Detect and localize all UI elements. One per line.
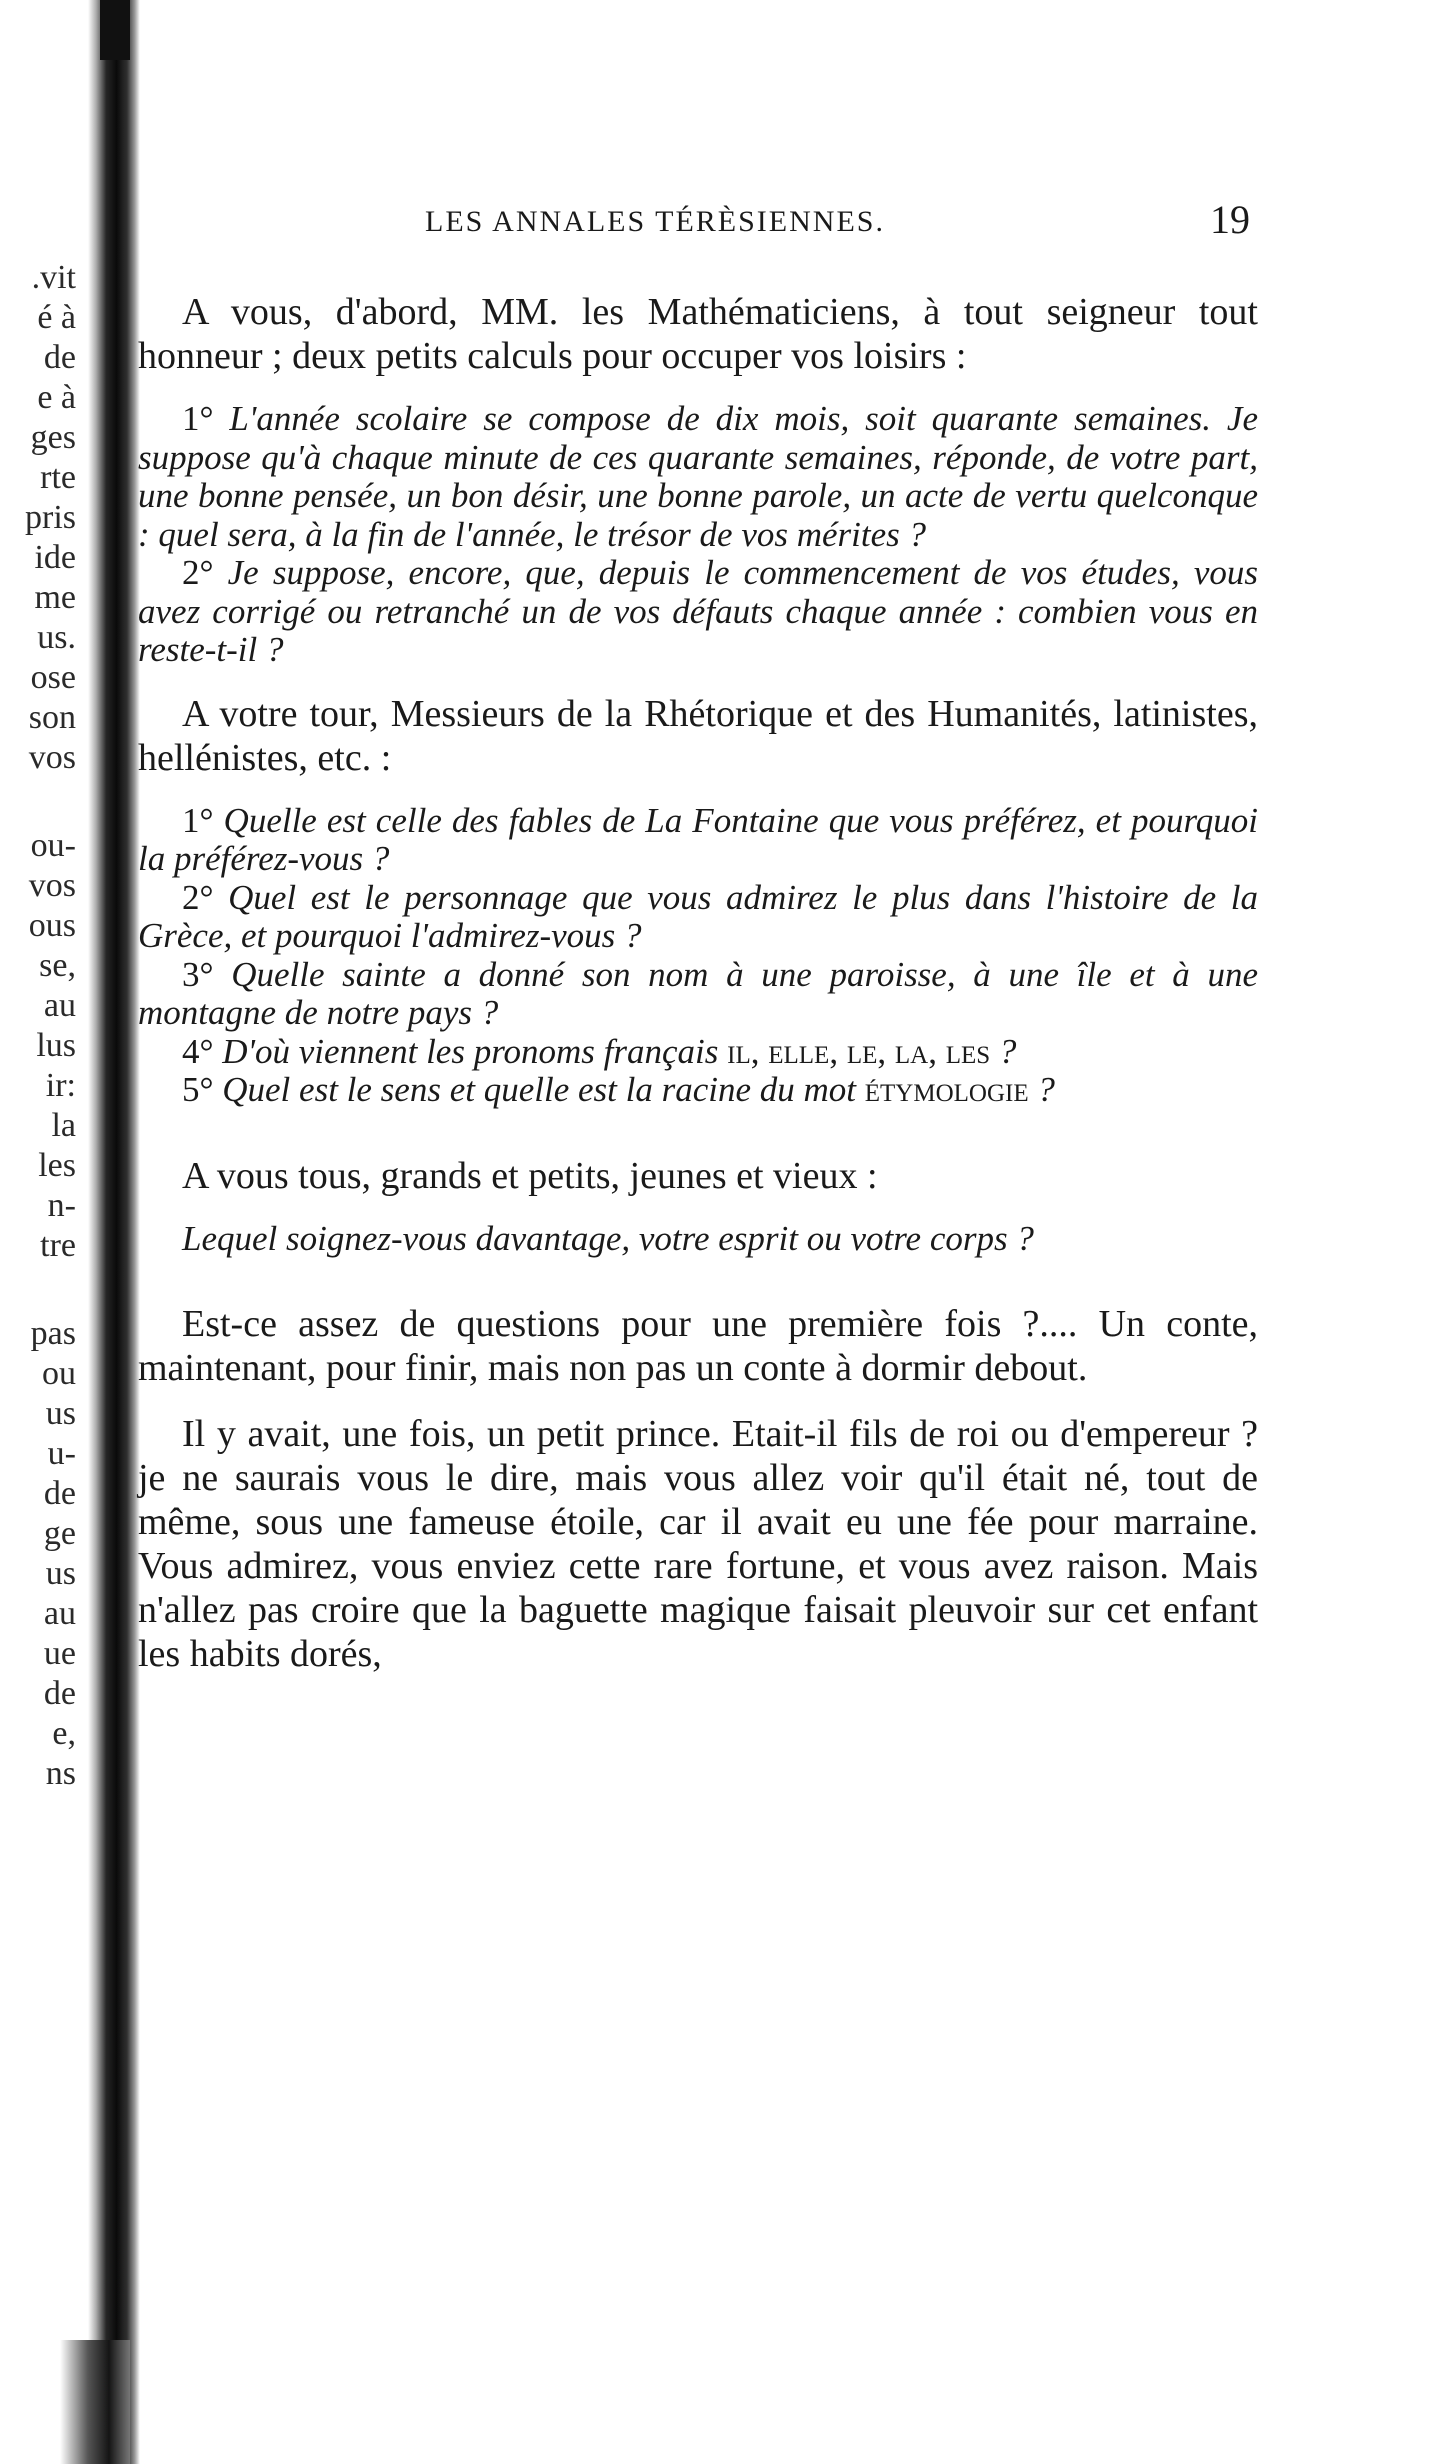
previous-page-fragment: ide <box>34 539 76 576</box>
question-text: Quel est le personnage que vous admirez le plus dans l'histoire de la Grèce, et pourquoi l'admirez-vous ? <box>138 877 1259 955</box>
previous-page-fragment: rte <box>40 459 76 496</box>
question-number: 3° <box>182 954 232 994</box>
question-1-rhetoric <box>138 802 1258 879</box>
binding-gutter <box>88 0 140 2464</box>
question-text: Quel est le sens et quelle est la racine du mot <box>222 1070 865 1109</box>
previous-page-fragment: ous <box>28 907 76 944</box>
previous-page-fragment: us <box>45 1395 76 1432</box>
previous-page-fragment: de <box>43 1475 76 1512</box>
previous-page-fragment: au <box>43 987 76 1024</box>
previous-page-fragment: pris <box>25 499 76 536</box>
question-text: Quelle est celle des fables de La Fontaine que vous préférez, et pourquoi la préférez-vous ? <box>138 800 1259 878</box>
question-5-rhetoric <box>138 1071 1258 1110</box>
question-number: 2° <box>182 553 228 592</box>
binding-gutter-top <box>100 0 130 60</box>
previous-page-fragment: n- <box>47 1187 76 1224</box>
question-number: 1° <box>182 399 230 438</box>
paragraph-mathematicians: A vous, d'abord, MM. les Mathématiciens, à tout seigneur tout honneur ; deux petits calculs pour occuper vos loisirs : <box>138 291 1258 377</box>
running-title: LES ANNALES TÉRÈSIENNES. <box>425 205 885 238</box>
previous-page-fragment: e à <box>37 379 76 416</box>
question-number: 1° <box>182 800 224 840</box>
question-text: Quelle sainte a donné son nom à une paroisse, à une île et à une montagne de notre pays ? <box>138 954 1258 1032</box>
question-number: 2° <box>182 877 229 917</box>
question-everyone: Lequel soignez-vous davantage, votre esprit ou votre corps ? <box>182 1218 1034 1258</box>
previous-page-fragment: ir: <box>45 1067 76 1104</box>
previous-page-fragment: ou- <box>30 827 76 864</box>
previous-page-fragment: us. <box>37 619 76 656</box>
question-smallcaps: étymologie <box>864 1070 1029 1109</box>
previous-page-fragment: ou <box>42 1355 76 1392</box>
question-text: L'année scolaire se compose de dix mois, soit quarante semaines. Je suppose qu'à chaque minute de ces quarante semaines, réponde, de votre part, une bonne pensée, un bon désir, une bonne parole, un acte de vertu quelconque : quel sera, à la fin de l'année, le trésor de vos mérites ? <box>138 399 1258 554</box>
binding-gutter-bottom <box>60 2340 130 2464</box>
previous-page-fragment: vos <box>28 739 76 776</box>
paragraph-tale: Il y avait, une fois, un petit prince. Etait-il fils de roi ou d'empereur ? je ne saurais vous le dire, mais vous allez voir qu'il était né, tout de même, sous une fameuse étoile, car il avait eu une fée pour marraine. Vous admirez, vous enviez cette rare fortune, et vous avez raison. Mais n'allez pas croire que la baguette magique faisait pleuvoir sur cet enfant les habits dorés, <box>138 1413 1258 1675</box>
previous-page-fragment: ges <box>30 419 76 456</box>
previous-page-fragment: us <box>45 1555 76 1592</box>
question-text-end: ? <box>990 1031 1017 1071</box>
previous-page-fragment: la <box>51 1107 76 1144</box>
previous-page-fragment: u- <box>47 1435 76 1472</box>
question-smallcaps: il, elle, le, la, les <box>727 1031 991 1071</box>
question-3-rhetoric <box>138 956 1258 1033</box>
question-text-end: ? <box>1028 1070 1055 1109</box>
text-column <box>138 290 1258 1676</box>
previous-page-fragment: pas <box>30 1315 76 1352</box>
previous-page-fragment: ue <box>43 1635 76 1672</box>
question-2-rhetoric <box>138 879 1258 956</box>
question-text: Je suppose, encore, que, depuis le commencement de vos études, vous avez corrigé ou retranché un de vos défauts chaque année : combien vous en reste-t-il ? <box>138 553 1258 669</box>
previous-page-fragment: é à <box>37 299 76 336</box>
previous-page-fragment: au <box>43 1595 76 1632</box>
previous-page-fragment: vos <box>28 867 76 904</box>
previous-page-fragment: se, <box>39 947 76 984</box>
question-number: 5° <box>182 1070 223 1109</box>
paragraph-transition: Est-ce assez de questions pour une première fois ?.... Un conte, maintenant, pour finir, mais non pas un conte à dormir debout. <box>138 1303 1258 1389</box>
previous-page-fragment: tre <box>40 1227 76 1264</box>
previous-page-fragment: ose <box>30 659 76 696</box>
previous-page-fragment: e, <box>52 1715 76 1752</box>
previous-page-fragment: ns <box>45 1755 76 1792</box>
paragraph-rhetoric: A votre tour, Messieurs de la Rhétorique et des Humanités, latinistes, hellénistes, etc. : <box>138 692 1258 779</box>
previous-page-fragment: les <box>38 1147 76 1184</box>
previous-page-fragment: de <box>43 1675 76 1712</box>
previous-page-fragment: son <box>28 699 76 736</box>
page-number: 19 <box>1210 197 1250 242</box>
question-text: D'où viennent les pronoms français <box>222 1031 728 1071</box>
question-2-math <box>138 554 1258 670</box>
previous-page-fragment: .vit <box>31 259 76 296</box>
previous-page-fragment: me <box>34 579 76 616</box>
previous-page-fragment: de <box>43 339 76 376</box>
question-1-math <box>138 400 1258 554</box>
question-number: 4° <box>182 1031 223 1071</box>
question-4-rhetoric <box>138 1033 1258 1072</box>
paragraph-everyone: A vous tous, grands et petits, jeunes et vieux : <box>182 1154 878 1197</box>
previous-page-fragment: ge <box>43 1515 76 1552</box>
previous-page-fragment: lus <box>36 1027 76 1064</box>
